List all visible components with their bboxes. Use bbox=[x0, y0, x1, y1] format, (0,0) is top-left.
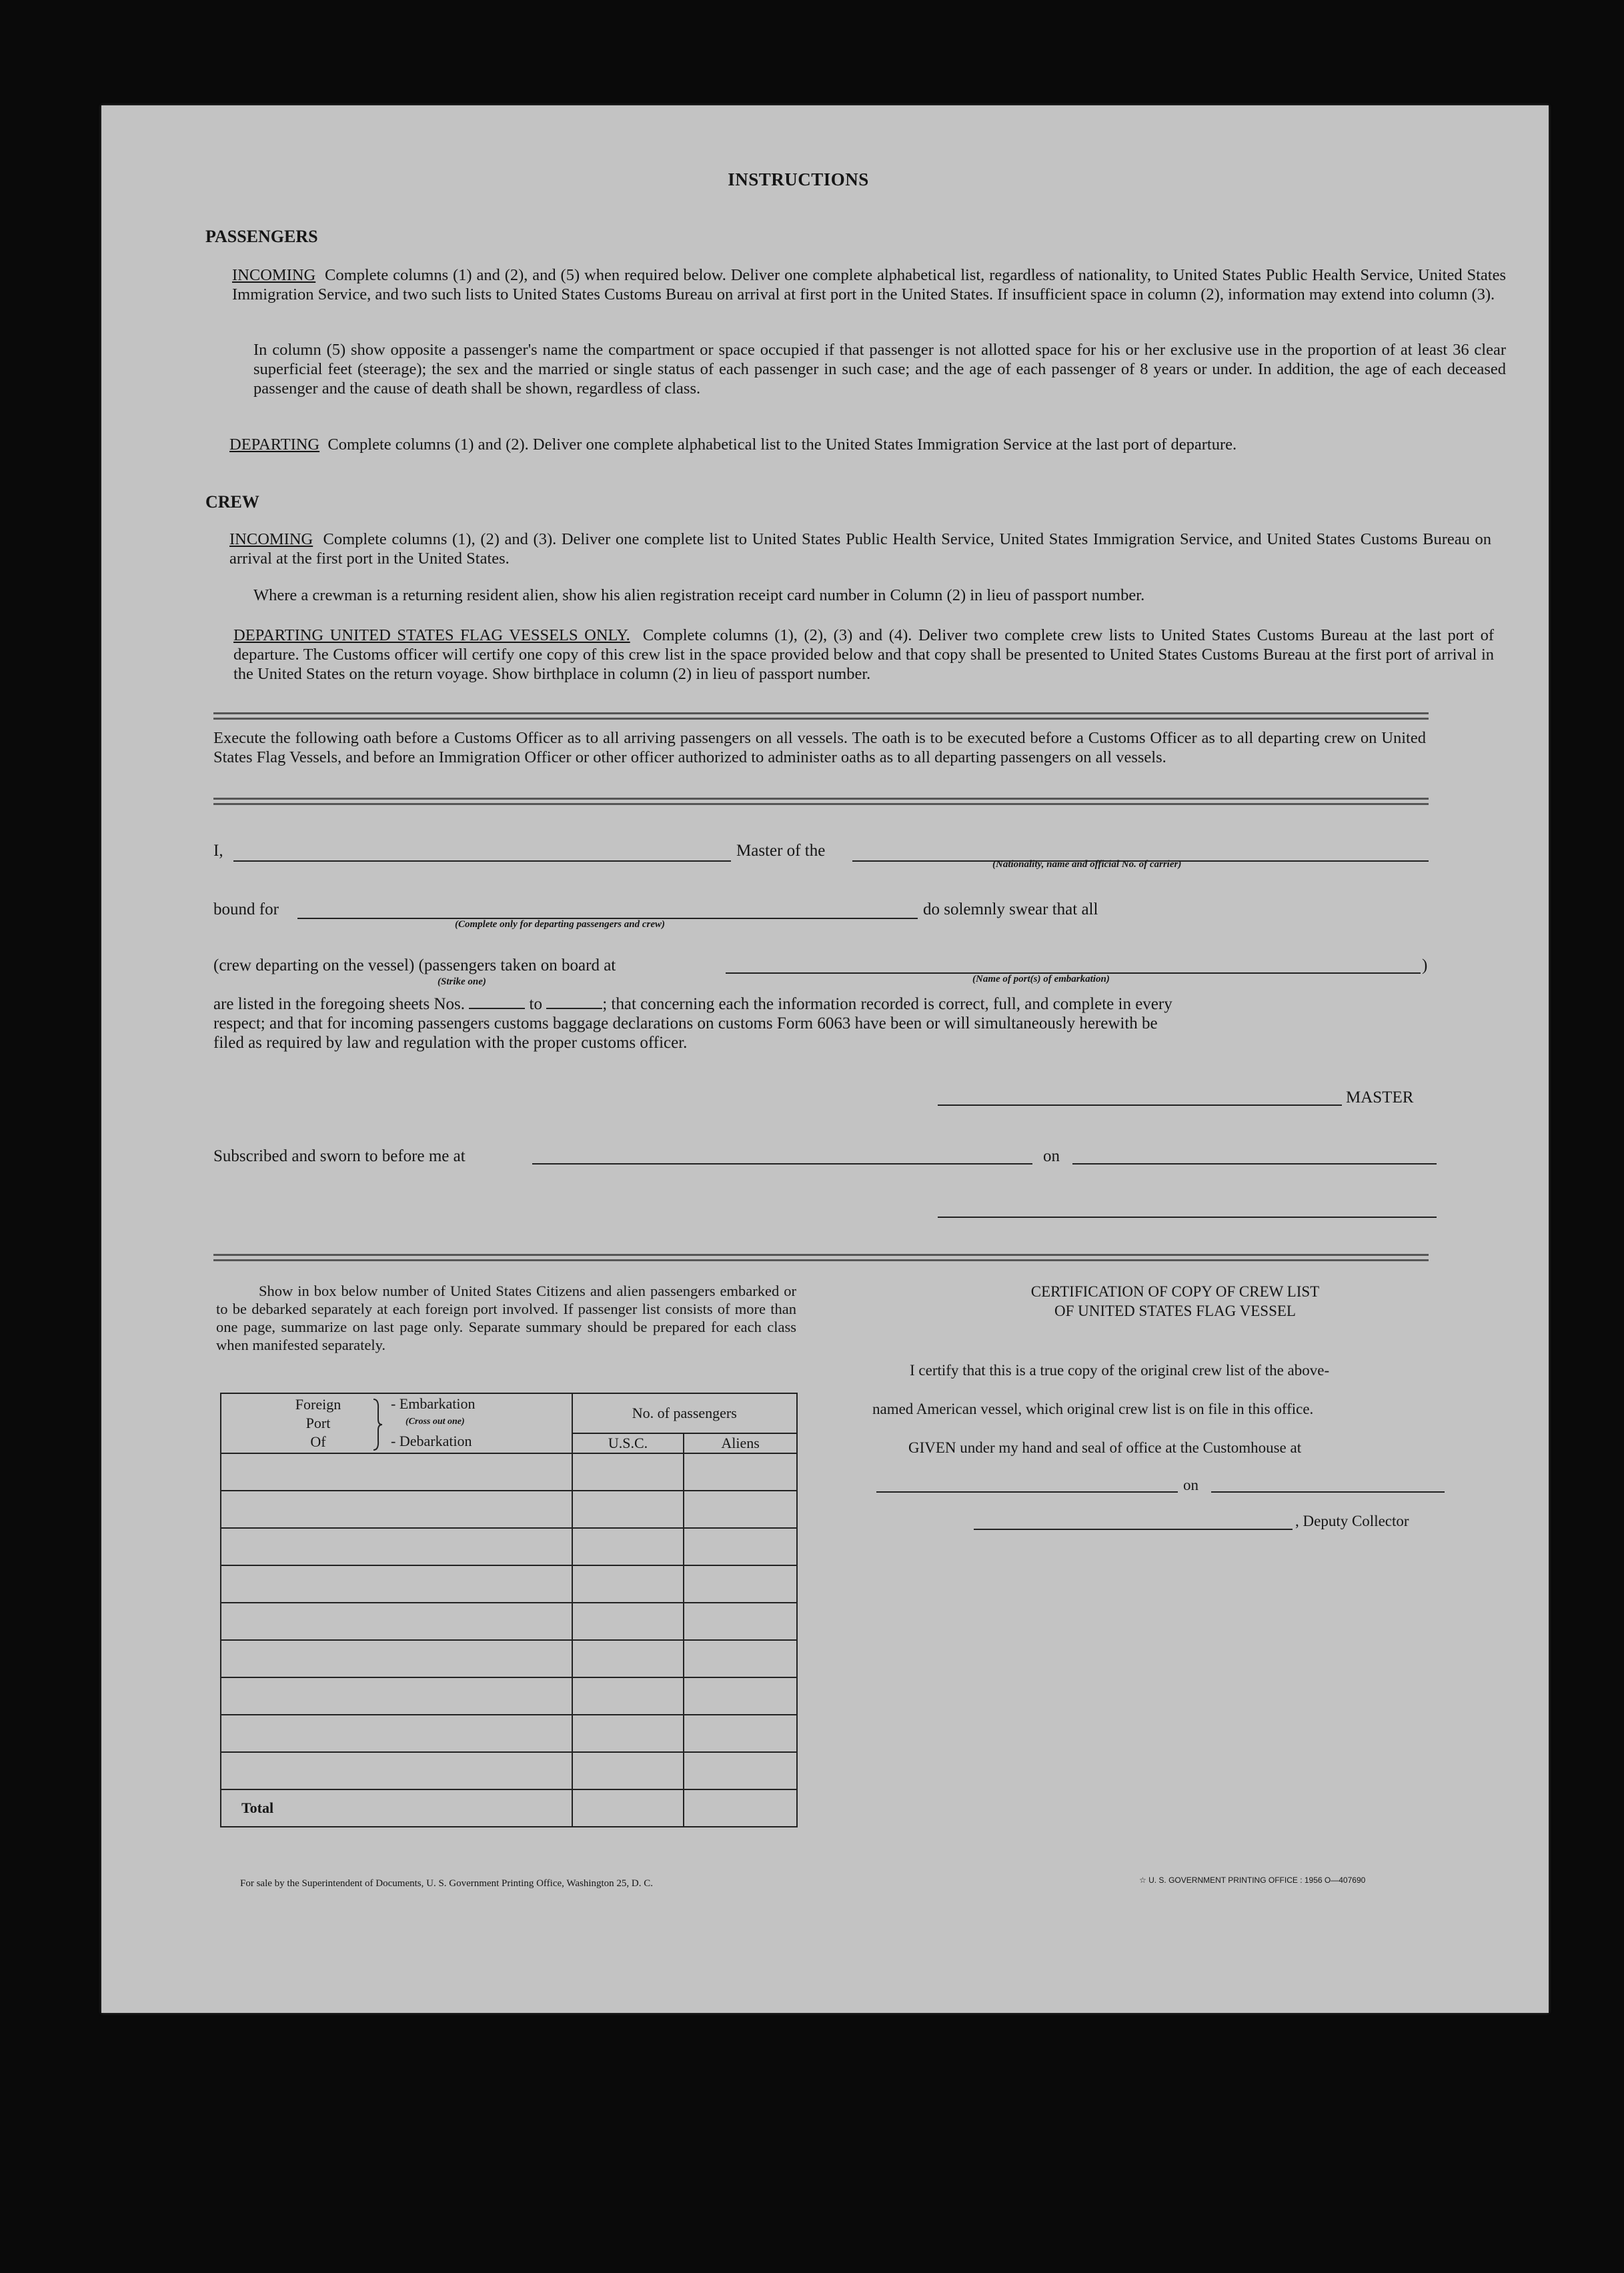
aliens-cell[interactable] bbox=[684, 1677, 797, 1715]
passengers-incoming-paragraph bbox=[232, 265, 1506, 304]
port-cell[interactable] bbox=[221, 1715, 572, 1752]
passenger-summary-table bbox=[220, 1393, 798, 1827]
foreign-label: Foreign bbox=[295, 1396, 341, 1413]
certify-date-field[interactable] bbox=[1211, 1491, 1445, 1493]
oath-instruction: Execute the following oath before a Customs Officer as to all arriving passengers on all vessels. The oath is to be executed before a Customs Officer as to all departing crew on United States Flag Vessels, and before an Immigration Officer or other officer authorized to administer oaths as to all departing passengers on all vessels. bbox=[213, 729, 1426, 766]
aliens-cell[interactable] bbox=[684, 1603, 797, 1640]
port-cell[interactable] bbox=[221, 1603, 572, 1640]
sworn-date-field[interactable] bbox=[1072, 1163, 1437, 1165]
page-title: INSTRUCTIONS bbox=[728, 169, 869, 189]
double-rule bbox=[213, 798, 1429, 805]
master-signature-field[interactable] bbox=[938, 1104, 1342, 1106]
summary-instruction: Show in box below number of United States Citizens and alien passengers embarked or to be debarked separately at each foreign port involved. If passenger list consists of more than one page, summarize on last page only. Separate summary should be prepared for each class when manifested separately. bbox=[216, 1283, 796, 1353]
footer-right: ☆ U. S. GOVERNMENT PRINTING OFFICE : 1956 O—407690 bbox=[1139, 1875, 1366, 1885]
officer-signature-field[interactable] bbox=[938, 1217, 1437, 1218]
passengers-column5-paragraph: In column (5) show opposite a passenger's name the compartment or space occupied if that passenger is not allotted space for his or her exclusive use in the proportion of at least 36 clear superficial feet (steerage); the sex and the married or single status of each passenger in such case; and the age of each passenger of 8 years or under. In addition, the age of each deceased passenger and the cause of death shall be shown, regardless of class. bbox=[253, 341, 1506, 398]
usc-cell[interactable] bbox=[572, 1565, 684, 1603]
certify-line1: I certify that this is a true copy of the original crew list of the above- bbox=[910, 1362, 1330, 1379]
sworn-place-field[interactable] bbox=[532, 1163, 1032, 1165]
usc-cell[interactable] bbox=[572, 1715, 684, 1752]
crew-departing-text: Complete columns (1), (2), (3) and (4). Deliver two complete crew lists to United States Customs Bureau at the last port of departure. The Customs officer will certify one copy of this crew list in the space provided below and that copy shall be presented to United States Customs Bureau at the first port of arrival in the United States on the return voyage. Show birthplace in column (2) in lieu of passport number. bbox=[233, 626, 1494, 683]
crew-heading: CREW bbox=[205, 492, 259, 512]
aliens-cell[interactable] bbox=[684, 1528, 797, 1565]
strike-one-note: (Strike one) bbox=[438, 976, 486, 987]
usc-total-cell[interactable] bbox=[572, 1789, 684, 1827]
sheet-to-field[interactable] bbox=[546, 1008, 602, 1009]
subscribed-label: Subscribed and sworn to before me at bbox=[213, 1147, 466, 1165]
deputy-collector-label: , Deputy Collector bbox=[1295, 1513, 1409, 1529]
no-passengers-header: No. of passengers bbox=[572, 1393, 797, 1433]
cross-out-note: (Cross out one) bbox=[405, 1417, 465, 1427]
footer-left: For sale by the Superintendent of Documents, U. S. Government Printing Office, Washington 25, D. C. bbox=[240, 1878, 653, 1889]
port-header-cell bbox=[221, 1393, 572, 1453]
listed-line3: filed as required by law and regulation with the proper customs officer. bbox=[213, 1034, 688, 1052]
aliens-cell[interactable] bbox=[684, 1565, 797, 1603]
table-row bbox=[221, 1752, 797, 1789]
crew-resident-paragraph: Where a crewman is a returning resident alien, show his alien registration receipt card number in Column (2) in lieu of passport number. bbox=[253, 586, 1145, 604]
table-row bbox=[221, 1528, 797, 1565]
certification-heading bbox=[875, 1282, 1475, 1321]
swear-text: do solemnly swear that all bbox=[923, 900, 1098, 918]
table-row bbox=[221, 1603, 797, 1640]
bound-for-label: bound for bbox=[213, 900, 279, 918]
certification-heading-line1: CERTIFICATION OF COPY OF CREW LIST bbox=[1030, 1283, 1320, 1300]
form-sheet bbox=[101, 105, 1549, 2013]
aliens-cell[interactable] bbox=[684, 1453, 797, 1491]
passengers-departing-paragraph bbox=[229, 435, 1506, 454]
certify-on-label: on bbox=[1183, 1477, 1198, 1493]
crew-incoming-label: INCOMING bbox=[229, 530, 313, 548]
certify-line2: named American vessel, which original crew list is on file in this office. bbox=[872, 1401, 1314, 1417]
usc-header: U.S.C. bbox=[572, 1433, 684, 1453]
crew-passengers-text: (crew departing on the vessel) (passengers taken on board at bbox=[213, 956, 616, 974]
close-paren: ) bbox=[1422, 956, 1428, 974]
passengers-departing-text: Complete columns (1) and (2). Deliver one complete alphabetical list to the United States Immigration Service at the last port of departure. bbox=[327, 436, 1237, 454]
of-label: Of bbox=[310, 1433, 326, 1450]
usc-cell[interactable] bbox=[572, 1453, 684, 1491]
crew-departing-paragraph bbox=[233, 626, 1494, 684]
port-cell[interactable] bbox=[221, 1640, 572, 1677]
table-row bbox=[221, 1640, 797, 1677]
certification-heading-line2: OF UNITED STATES FLAG VESSEL bbox=[1054, 1303, 1296, 1319]
customhouse-field[interactable] bbox=[876, 1491, 1178, 1493]
port-cell[interactable] bbox=[221, 1752, 572, 1789]
aliens-cell[interactable] bbox=[684, 1491, 797, 1528]
usc-cell[interactable] bbox=[572, 1677, 684, 1715]
passengers-heading: PASSENGERS bbox=[205, 227, 318, 246]
passengers-departing-label: DEPARTING bbox=[229, 436, 320, 454]
port-cell[interactable] bbox=[221, 1565, 572, 1603]
table-row bbox=[221, 1565, 797, 1603]
listed-b: ; that concerning each the information recorded is correct, full, and complete in every bbox=[602, 995, 1172, 1013]
usc-cell[interactable] bbox=[572, 1752, 684, 1789]
deputy-signature-field[interactable] bbox=[974, 1529, 1293, 1530]
crew-departing-label: DEPARTING UNITED STATES FLAG VESSELS ONLY. bbox=[233, 626, 630, 644]
aliens-cell[interactable] bbox=[684, 1752, 797, 1789]
passengers-incoming-text: Complete columns (1) and (2), and (5) when required below. Deliver one complete alphabetical list, regardless of nationality, to United States Public Health Service, United States Immigration Service, and two such lists to United States Customs Bureau on arrival at first port in the United States. If insufficient space in column (2), information may extend into column (3). bbox=[232, 266, 1506, 303]
listed-line2: respect; and that for incoming passengers customs baggage declarations on customs Form 6063 have been or will simultaneously herewith be bbox=[213, 1014, 1158, 1032]
port-cell[interactable] bbox=[221, 1491, 572, 1528]
listed-a: are listed in the foregoing sheets Nos. bbox=[213, 995, 465, 1013]
sheet-from-field[interactable] bbox=[469, 1008, 525, 1009]
aliens-total-cell[interactable] bbox=[684, 1789, 797, 1827]
aliens-cell[interactable] bbox=[684, 1715, 797, 1752]
table-row bbox=[221, 1715, 797, 1752]
sworn-on-label: on bbox=[1043, 1147, 1060, 1165]
double-rule bbox=[213, 712, 1429, 720]
table-row bbox=[221, 1677, 797, 1715]
master-of-the-label: Master of the bbox=[736, 842, 826, 860]
bound-note: (Complete only for departing passengers and crew) bbox=[455, 919, 665, 930]
port-cell[interactable] bbox=[221, 1528, 572, 1565]
aliens-header: Aliens bbox=[684, 1433, 797, 1453]
total-label: Total bbox=[221, 1789, 572, 1827]
port-label: Port bbox=[305, 1415, 331, 1431]
double-rule bbox=[213, 1254, 1429, 1261]
listed-to: to bbox=[529, 995, 542, 1013]
given-text: GIVEN under my hand and seal of office at the Customhouse at bbox=[908, 1439, 1302, 1456]
aliens-cell[interactable] bbox=[684, 1640, 797, 1677]
master-name-field[interactable] bbox=[233, 860, 731, 862]
listed-text bbox=[213, 995, 1172, 1014]
passengers-incoming-label: INCOMING bbox=[232, 266, 316, 284]
total-row bbox=[221, 1789, 797, 1827]
port-cell[interactable] bbox=[221, 1453, 572, 1491]
table-row bbox=[221, 1453, 797, 1491]
master-label: MASTER bbox=[1346, 1088, 1414, 1106]
crew-incoming-text: Complete columns (1), (2) and (3). Deliver one complete list to United States Public Health Service, United States Immigration Service, and United States Customs Bureau on arrival at the first port in the United States. bbox=[229, 530, 1492, 568]
port-note: (Name of port(s) of embarkation) bbox=[972, 974, 1110, 984]
port-cell[interactable] bbox=[221, 1677, 572, 1715]
usc-cell[interactable] bbox=[572, 1640, 684, 1677]
embarkation-label: - Embarkation bbox=[391, 1395, 476, 1412]
debarkation-label: - Debarkation bbox=[391, 1433, 472, 1449]
usc-cell[interactable] bbox=[572, 1603, 684, 1640]
foreign-port-of bbox=[281, 1395, 355, 1451]
table-row bbox=[221, 1491, 797, 1528]
oath-i: I, bbox=[213, 842, 223, 860]
brace-icon bbox=[372, 1398, 383, 1451]
usc-cell[interactable] bbox=[572, 1528, 684, 1565]
carrier-note: (Nationality, name and official No. of carrier) bbox=[992, 859, 1182, 870]
usc-cell[interactable] bbox=[572, 1491, 684, 1528]
crew-incoming-paragraph bbox=[229, 530, 1491, 568]
